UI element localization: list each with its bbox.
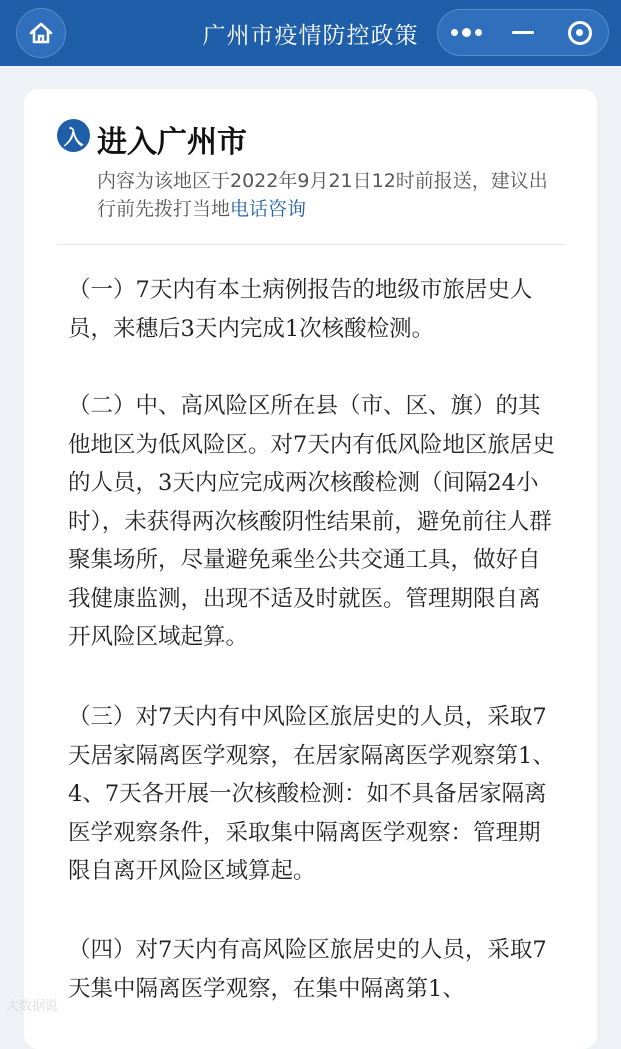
minimize-button[interactable] [495, 10, 552, 55]
phone-consult-link[interactable]: 电话咨询 [230, 198, 307, 220]
more-dots-icon [451, 28, 482, 37]
policy-paragraph-1: （一）7天内有本土病例报告的地级市旅居史人员，来穗后3天内完成1次核酸检测。 [68, 277, 533, 342]
note-text: 内容为该地区于2022年9月21日12时前报送，建议出行前先拨打当地 [97, 170, 548, 220]
policy-paragraph-3: （三）对7天内有中风险区旅居史的人员，采取7天居家隔离医学观察，在居家隔离医学观察第1、4、7天各开展一次核酸检测：如不具备居家隔离医学观察条件，采取集中隔离医学观察：管理期限自离开风险区域算起。 [68, 704, 555, 884]
mini-program-capsule [437, 9, 609, 56]
report-note [97, 167, 557, 223]
divider [57, 244, 565, 245]
close-button[interactable] [551, 10, 608, 55]
enter-badge-icon: 入 [57, 119, 90, 152]
policy-card [24, 89, 597, 1049]
more-button[interactable] [438, 10, 495, 55]
watermark: 大数据说 [6, 999, 59, 1014]
minimize-icon [512, 31, 534, 34]
page-title: 广州市疫情防控政策 [202, 23, 419, 49]
policy-paragraph-4: （四）对7天内有高风险区旅居史的人员，采取7天集中隔离医学观察，在集中隔离第1、 [68, 937, 547, 1002]
target-close-icon [568, 21, 592, 45]
section-title: 进入广州市 [97, 125, 247, 160]
title-bar [0, 0, 621, 66]
policy-paragraph-2: （二）中、高风险区所在县（市、区、旗）的其他地区为低风险区。对7天内有低风险地区旅居史的人员，3天内应完成两次核酸检测（间隔24小时），未获得两次核酸阴性结果前，避免前往人群聚集场所，尽量避免乘坐公共交通工具，做好自我健康监测，出现不适及时就医。管理期限自离开风险区域起算。 [68, 393, 555, 650]
